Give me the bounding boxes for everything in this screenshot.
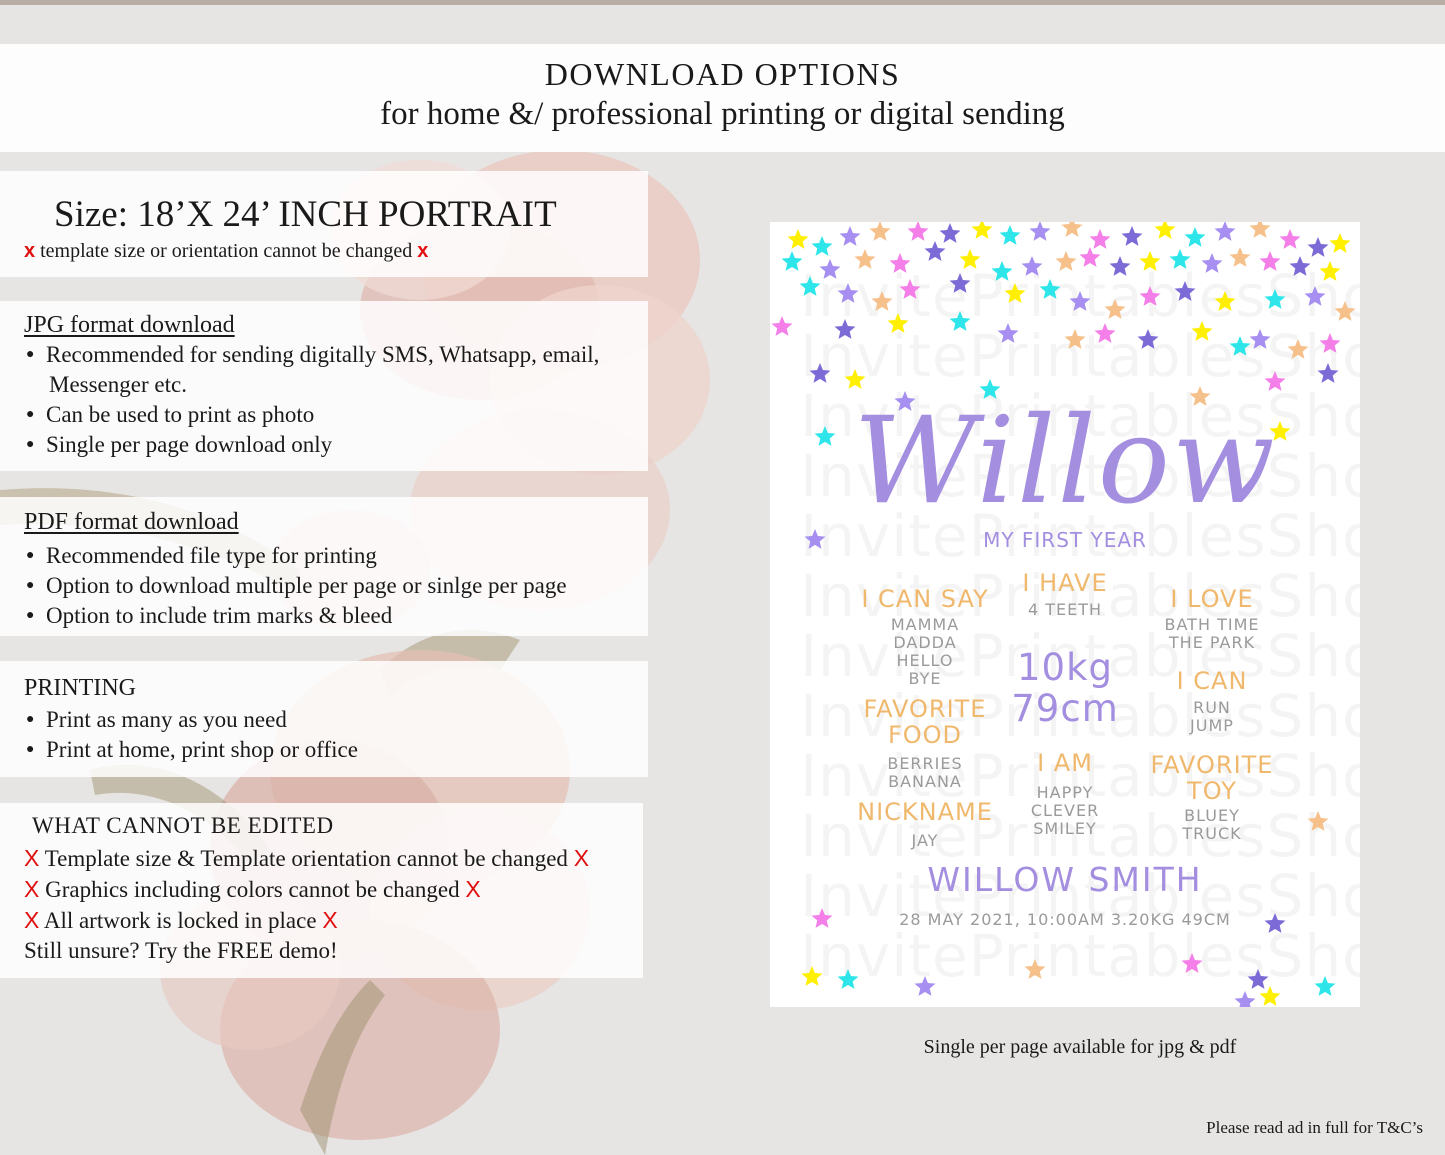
cannot-edit-line: X Graphics including colors cannot be changed X — [24, 876, 481, 902]
jpg-panel — [0, 301, 648, 471]
star-icon — [1288, 339, 1309, 359]
star-icon — [1235, 991, 1256, 1007]
star-icon — [1138, 329, 1159, 349]
star-icon — [1260, 251, 1281, 271]
star-icon — [915, 976, 936, 996]
size-note — [24, 240, 428, 263]
star-icon — [1230, 247, 1251, 267]
star-icon — [1170, 249, 1191, 269]
terms-footnote: Please read ad in full for T&C’s — [1206, 1118, 1423, 1137]
star-icon — [872, 291, 893, 311]
size-title: Size: 18’X 24’ INCH PORTRAIT — [54, 194, 557, 235]
star-icon — [908, 222, 929, 241]
star-icon — [1030, 222, 1051, 241]
list-item: ● Print as many as you need — [24, 705, 358, 735]
star-icon — [1140, 251, 1161, 271]
poster-preview — [770, 222, 1360, 1007]
x-mark-icon: x — [417, 240, 429, 262]
i-am-title: I AM — [1037, 749, 1093, 777]
star-icon — [782, 251, 803, 271]
can-say-list: MAMMA DADDA HELLO BYE — [890, 615, 960, 688]
cannot-edit-lines — [24, 843, 589, 966]
cannot-edit-line: X Template size & Template orientation cannot be changed X — [24, 845, 590, 871]
star-icon — [1070, 291, 1091, 311]
poster-full-name: WILLOW SMITH — [927, 860, 1203, 899]
x-mark-icon: X — [465, 876, 481, 902]
i-can-list: RUN JUMP — [1190, 698, 1234, 735]
star-icon — [1175, 281, 1196, 301]
printing-title: PRINTING — [24, 675, 136, 701]
pdf-panel — [0, 497, 648, 636]
height-value: 79cm — [1011, 687, 1119, 730]
size-panel — [0, 171, 648, 277]
favorite-toy-title: FAVORITE TOY — [1150, 751, 1274, 805]
star-icon — [1095, 323, 1116, 343]
star-icon — [788, 229, 809, 249]
jpg-bullet-list — [24, 340, 599, 460]
star-icon — [1005, 283, 1026, 303]
star-icon — [998, 323, 1019, 343]
star-icon — [1192, 321, 1213, 341]
star-icon — [1318, 363, 1339, 383]
header-subtitle: for home &/ professional printing or digital sending — [380, 96, 1065, 132]
i-can-title: I CAN — [1176, 667, 1248, 695]
star-icon — [838, 283, 859, 303]
star-icon — [1056, 251, 1077, 271]
pdf-title: PDF format download — [24, 509, 239, 535]
x-mark-icon: X — [322, 907, 338, 933]
i-have-value: 4 TEETH — [1027, 600, 1103, 619]
star-icon — [1315, 976, 1336, 996]
i-love-title: I LOVE — [1170, 585, 1254, 613]
poster-subtitle: MY FIRST YEAR — [983, 528, 1147, 552]
star-icon — [1105, 299, 1126, 319]
size-note-text: template size or orientation cannot be changed — [40, 240, 413, 262]
star-icon — [1308, 811, 1329, 831]
cannot-edit-line: X All artwork is locked in place X — [24, 907, 338, 933]
star-icon — [812, 236, 833, 256]
star-icon — [1140, 286, 1161, 306]
x-mark-icon: X — [24, 845, 40, 871]
star-icon — [810, 363, 831, 383]
weight-value: 10kg — [1017, 646, 1113, 689]
star-icon — [1182, 953, 1203, 973]
star-icon — [1308, 237, 1329, 257]
nickname-value: JAY — [911, 831, 939, 850]
can-say-title: I CAN SAY — [861, 585, 989, 613]
star-icon — [855, 249, 876, 269]
star-icon — [1215, 291, 1236, 311]
star-icon — [1025, 959, 1046, 979]
star-icon — [1202, 253, 1223, 273]
star-icon — [888, 313, 909, 333]
x-mark-icon: X — [24, 876, 40, 902]
header — [0, 44, 1445, 152]
star-icon — [1155, 222, 1176, 239]
star-icon — [1185, 227, 1206, 247]
star-icon — [1280, 229, 1301, 249]
list-item: ● Recommended for sending digitally SMS, Whatsapp, email, — [24, 340, 599, 370]
list-item: ● Recommended file type for printing — [24, 541, 567, 571]
x-mark-icon: X — [573, 845, 590, 871]
star-icon — [1305, 286, 1326, 306]
star-icon — [972, 222, 993, 239]
star-icon — [1090, 229, 1111, 249]
list-item: ● Option to include trim marks & bleed — [24, 601, 567, 631]
star-icon — [772, 316, 793, 336]
star-icon — [1265, 289, 1286, 309]
star-icon — [890, 253, 911, 273]
cannot-edit-panel — [0, 803, 643, 978]
header-title: DOWNLOAD OPTIONS — [544, 56, 901, 92]
star-icon — [1250, 329, 1271, 349]
i-love-list: BATH TIME THE PARK — [1164, 615, 1260, 652]
printing-bullet-list — [24, 705, 358, 765]
list-item: ● Option to download multiple per page or sinlge per page — [24, 571, 567, 601]
star-icon — [940, 223, 961, 243]
pdf-bullet-list — [24, 541, 567, 631]
printing-panel — [0, 661, 648, 777]
star-icon — [845, 369, 866, 389]
star-icon — [1000, 225, 1021, 245]
star-icon — [1335, 301, 1356, 321]
star-icon — [1062, 222, 1083, 237]
poster-birth-details: 28 MAY 2021, 10:00AM 3.20KG 49CM — [899, 910, 1231, 929]
star-icon — [1080, 247, 1101, 267]
star-icon — [1320, 261, 1341, 281]
star-icon — [960, 249, 981, 269]
cannot-edit-title: WHAT CANNOT BE EDITED — [32, 813, 334, 838]
top-strip — [0, 0, 1445, 5]
star-icon — [1230, 336, 1251, 356]
star-icon — [925, 241, 946, 261]
preview-caption: Single per page available for jpg & pdf — [923, 1036, 1237, 1058]
list-item: ● Print at home, print shop or office — [24, 735, 358, 765]
favorite-toy-list: BLUEY TRUCK — [1182, 806, 1242, 843]
star-icon — [838, 969, 859, 989]
star-icon — [1065, 329, 1086, 349]
star-icon — [1320, 333, 1341, 353]
star-icon — [1265, 371, 1286, 391]
i-have-title: I HAVE — [1022, 569, 1108, 597]
star-icon — [1330, 233, 1351, 253]
star-icon — [802, 966, 823, 986]
star-icon — [1248, 969, 1269, 989]
star-icon — [1250, 222, 1271, 238]
star-icon — [1260, 986, 1281, 1006]
star-icon — [870, 222, 891, 241]
favorite-food-title: FAVORITE FOOD — [863, 695, 987, 749]
x-mark-icon: x — [24, 240, 36, 262]
demo-cta-text: Still unsure? Try the FREE demo! — [24, 938, 338, 963]
star-icon — [835, 319, 856, 339]
star-icon — [800, 276, 821, 296]
star-icon — [1022, 256, 1043, 276]
star-icon — [1110, 256, 1131, 276]
list-item: ● Can be used to print as photo — [24, 400, 599, 430]
star-icon — [1290, 256, 1311, 276]
nickname-title: NICKNAME — [857, 798, 993, 826]
jpg-title: JPG format download — [24, 312, 235, 338]
star-icon — [900, 279, 921, 299]
favorite-food-list: BERRIES BANANA — [887, 754, 963, 791]
list-item-continuation: Messenger etc. — [49, 372, 187, 397]
star-icon — [1122, 226, 1143, 246]
star-icon — [840, 226, 861, 246]
i-am-list: HAPPY CLEVER SMILEY — [1030, 783, 1100, 838]
star-icon — [992, 261, 1013, 281]
x-mark-icon: X — [24, 907, 40, 933]
poster-baby-name: Willow — [853, 392, 1277, 531]
star-icon — [1215, 222, 1236, 241]
star-icon — [950, 273, 971, 293]
list-item: ● Single per page download only — [24, 430, 599, 460]
star-icon — [950, 311, 971, 331]
star-icon — [820, 259, 841, 279]
star-icon — [1040, 279, 1061, 299]
